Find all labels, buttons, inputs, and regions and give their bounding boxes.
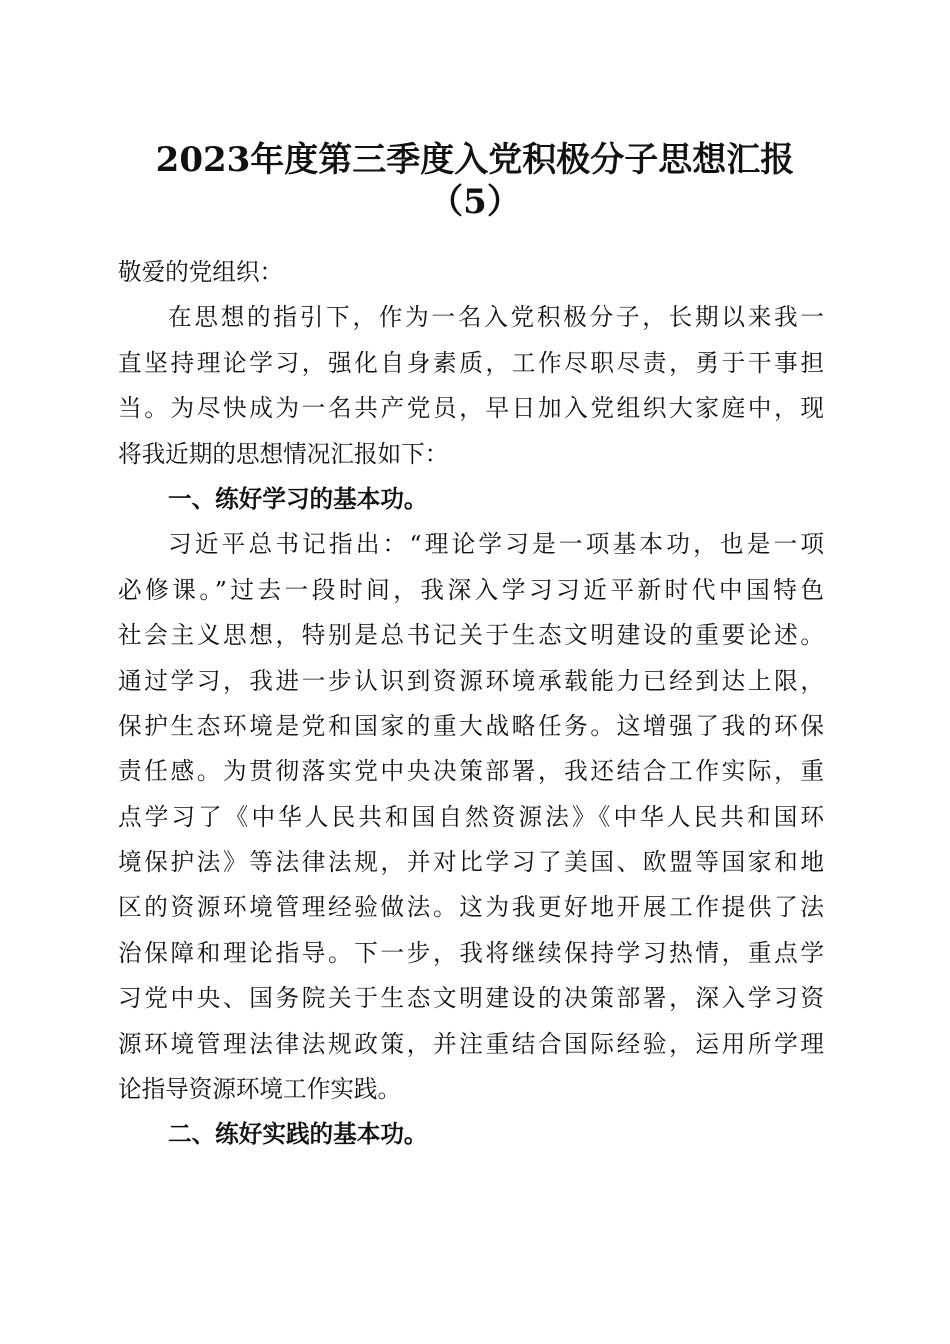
document-title: 2023年度第三季度入党积极分子思想汇报 [155, 140, 795, 180]
paragraph-line: 保护生态环境是党和国家的重大战略任务。这增强了我的环保 [118, 711, 824, 740]
paragraph-line: 习党中央、国务院关于生态文明建设的决策部署，深入学习资 [118, 984, 824, 1013]
paragraph-line: 区的资源环境管理经验做法。这为我更好地开展工作提供了法 [118, 893, 824, 922]
paragraph-line: 直坚持理论学习，强化自身素质，工作尽职尽责，勇于干事担 [118, 348, 824, 377]
paragraph-line: 论指导资源环境工作实践。 [118, 1075, 402, 1104]
paragraph-line: 治保障和理论指导。下一步，我将继续保持学习热情，重点学 [118, 938, 824, 967]
section-heading: 二、练好实践的基本功。 [168, 1120, 428, 1149]
section-heading: 一、练好学习的基本功。 [168, 484, 428, 513]
paragraph-line: 点学习了《中华人民共和国自然资源法》《中华人民共和国环 [118, 802, 824, 831]
paragraph-line: 在思想的指引下，作为一名入党积极分子，长期以来我一 [168, 303, 824, 332]
document-body [118, 250, 824, 1158]
paragraph-line: 将我近期的思想情况汇报如下： [118, 439, 449, 468]
salutation: 敬爱的党组织： [118, 258, 284, 286]
paragraph-line: 必修课。”过去一段时间，我深入学习习近平新时代中国特色 [118, 575, 824, 604]
paragraph-line: 习近平总书记指出：“理论学习是一项基本功，也是一项 [168, 530, 824, 559]
paragraph-line: 当。为尽快成为一名共产党员，早日加入党组织大家庭中，现 [118, 394, 824, 423]
document-title-number: （5） [429, 182, 521, 222]
paragraph-line: 通过学习，我进一步认识到资源环境承载能力已经到达上限， [118, 666, 824, 695]
paragraph-line: 社会主义思想，特别是总书记关于生态文明建设的重要论述。 [118, 621, 824, 650]
paragraph-line: 责任感。为贯彻落实党中央决策部署，我还结合工作实际，重 [118, 757, 824, 786]
paragraph-line: 境保护法》等法律法规，并对比学习了美国、欧盟等国家和地 [118, 848, 824, 877]
paragraph-line: 源环境管理法律法规政策，并注重结合国际经验，运用所学理 [118, 1029, 824, 1058]
